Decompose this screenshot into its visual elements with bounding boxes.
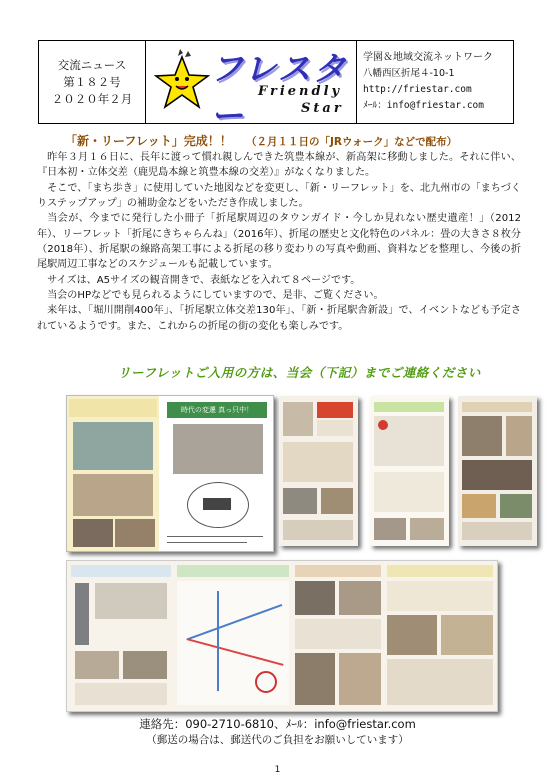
- body-paragraph: そこで、「まち歩き」に使用していた地図などを変更し、「新・リーフレット」を、北九州市の「まちづくりステップアップ」の補助金などをいただき作成しました。: [37, 182, 521, 210]
- newsletter-title: フレスター: [210, 49, 348, 135]
- title-area: [146, 41, 357, 135]
- organization-info: [357, 41, 513, 123]
- leaflet-page-image: [370, 396, 449, 546]
- issue-info: [39, 41, 146, 123]
- headline-sub: （２月１１日の「JRウォーク」などで配布）: [246, 136, 458, 148]
- title-subtitle-1: Friendly: [258, 84, 343, 99]
- website-link[interactable]: http://friestar.com: [363, 84, 472, 95]
- star-mascot-icon: [154, 47, 210, 113]
- body-paragraph: 当会のHPなどでも見られるようにしていますので、是非、ご覧ください。: [47, 290, 384, 302]
- title-subtitle-2: Star: [301, 101, 344, 116]
- leaflet-page-image: [458, 396, 537, 546]
- newsletter-label: 交流ニュース: [57, 57, 127, 72]
- body-paragraph: 当会が、今までに発行した小冊子「折尾駅周辺のタウンガイド・今しか見れない歴史遺産！」（2012年）、リーフレット「折尾にきちゃらんね」（2016年）、折尾の歴史と文化特色のパネル：畳の大きさ８枚分（2018年）、折尾駅の線路高架工事による折尾の移り変わりの写真や動画、資料などを整理し、今後の折尾駅周辺工事などのスケジュールも記載しています。: [37, 213, 521, 271]
- article-headline: [65, 132, 535, 149]
- organization-name: 学園＆地域交流ネットワーク: [363, 52, 493, 63]
- leaflet-spread-image: [66, 560, 498, 712]
- page-number: 1: [274, 765, 281, 775]
- masthead: [38, 40, 514, 135]
- contact-footer: [0, 716, 555, 748]
- leaflet-page-image: [279, 396, 358, 546]
- leaflet-cover-title: 時代の変遷 真っ只中！: [167, 402, 267, 418]
- body-paragraph: 昨年３月１６日に、長年に渡って慣れ親しんできた筑豊本線が、新高架に移動しました。それに伴い、『日本初・立体交差（鹿児島本線と筑豊本線の交差）』がなくなりました。: [37, 152, 521, 179]
- issue-number: 第１８２号: [63, 74, 121, 89]
- contact-details: 連絡先：090-2710-6810、ﾒｰﾙ：info@friestar.com: [139, 717, 416, 731]
- issue-date: ２０２０年２月: [51, 91, 133, 106]
- leaflet-cover-image: [66, 395, 274, 552]
- contact-callout: リーフレットご入用の方は、当会（下記）までご連絡ください: [118, 365, 481, 380]
- headline-main: 「新・リーフレット」完成！！: [65, 134, 232, 148]
- article-body: [37, 150, 521, 334]
- body-paragraph: 来年は、「堀川開削400年」、「折尾駅立体交差130年」、「新・折尾駅舎新設」で、イベントなども予定されているようです。また、これからの折尾の街の変化も楽しみです。: [37, 305, 521, 332]
- organization-address: 八幡西区折尾４-10-1: [363, 68, 455, 79]
- body-paragraph: サイズは、A5サイズの観音開きで、表紙などを入れて８ページです。: [47, 274, 361, 286]
- shipping-note: （郵送の場合は、郵送代のご負担をお願いしています）: [146, 734, 409, 746]
- email-address[interactable]: ﾒｰﾙ：info@friestar.com: [363, 100, 484, 111]
